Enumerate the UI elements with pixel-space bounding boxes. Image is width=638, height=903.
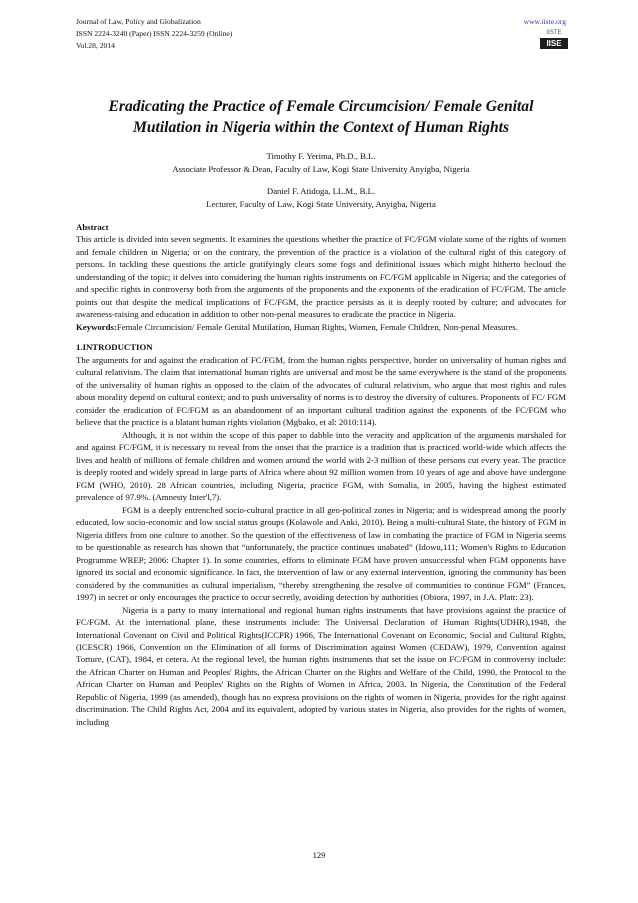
- page-number: 129: [312, 850, 326, 860]
- keywords-label: Keywords:: [76, 321, 117, 332]
- author-block-2: [76, 185, 566, 210]
- paper-body: [76, 221, 566, 728]
- author-affiliation: Associate Professor & Dean, Faculty of Law, Kogi State University Anyigba, Nigeria: [172, 163, 470, 174]
- title-line-1: Eradicating the Practice of Female Circumcision/ Female Genital: [108, 98, 534, 115]
- logo-text: IISE: [540, 38, 568, 49]
- abstract-text: This article is divided into seven segments. It examines the questions whether the practice of FC/FGM violate some of the rights of women and female children in Nigeria; or on the contrary, the prevention of the practice is a violation of the cultural right of this category of persons. In tackling these questions the article gratifyingly clears some fogs and definitional issues which might hitherto becloud the understanding of the topic; it delves into considering the human rights instruments on FC/FGM applicable in Nigeria; and the categories of and specific rights in controversy both from the arguments of the proponents and the exponents of the eradication of FC/FGM. The article points out that despite the medical implications of FC/FGM, the practice persists as it is deeply rooted by culture; and advocates for awareness-raising and education in addition to other non-penal measures to eradicate the practice in Nigeria.: [76, 234, 566, 320]
- running-header: [76, 16, 566, 53]
- body-paragraph: Nigeria is a party to many international and regional human rights instruments that have provisions against the practice of FC/FGM. At the international plane, these instruments include: The Universal Declaration of Human Rights(UDHR),1948, the International Covenant on Civil and Political Rights(ICCPR) 1966, The International Covenant on Economic, Social and Cultural Rights,(ICESCR) 1966, Convention on the Elimination of all forms of Discrimination against Women (CEDAW), 1979, Convention against Torture, (CAT), 1984, et cetera. At the regional level, the human rights instruments that set the issue on FC/FGM in controversy include: the African Charter on Human and Peoples' Rights, the African Charter on the Rights and Welfare of the Child, 1990, the Protocol to the African Charter on Human and Peoples' Rights on the Rights of Women in Africa, 2003. In Nigeria, the Constitution of the Federal Republic of Nigeria, 1999 (as amended), though has no express provisions on the rights of women in Nigeria, provides for the right against discrimination. The Child Rights Act, 2004 and its equivalent, adopted by various states in Nigeria, also provides for the rights of women, including: [76, 604, 566, 727]
- paper-title: [76, 97, 566, 138]
- keywords-text: Female Circumcision/ Female Genital Mutilation, Human Rights, Women, Female Children, Non-penal Measures.: [116, 321, 518, 332]
- author-block-1: [76, 150, 566, 175]
- author-affiliation: Lecturer, Faculty of Law, Kogi State University, Anyigba, Nigeria: [206, 198, 436, 209]
- body-paragraph: FGM is a deeply entrenched socio-cultural practice in all geo-political zones in Nigeria; and is widespread among the poorly educated, low socio-economic and low social status groups (Kolawole and Anki, 2010). Being a multi-cultural State, the history of FGM in Nigeria differs from one culture to another. So the question of the effectiveness of law in combating the practice of FGM in Nigeria seems to be questionable as research has shown that “unfortunately, the practice continues unabated” (Idowu,111; Women's Rights to Education Programme WREP; 2006: Chapter 1). In some countries, efforts to eliminate FGM have proven unsuccessful when FGM opponents have ignored its social and economic significance. In fact, the intervention of law or any external intervention, ignoring the community has been considered by the communities as cultural imperialism, “thereby strengthening the resolve of communities to continue FGM” (Frances, 1997) in secret or only encourages the practice to occur secretly, avoiding detection by authorities (Obiora, 1997, in J.A. Platt: 23).: [76, 504, 566, 603]
- journal-url-link[interactable]: www.iiste.org: [523, 17, 566, 26]
- journal-name: Journal of Law, Policy and Globalization: [76, 17, 201, 26]
- section-heading-introduction: 1.INTRODUCTION: [76, 342, 153, 353]
- volume-line: Vol.28, 2014: [76, 41, 115, 51]
- abstract-heading: Abstract: [76, 222, 109, 232]
- issn-line: ISSN 2224-3240 (Paper) ISSN 2224-3259 (Online): [76, 29, 233, 39]
- logo-top-text: IISTE: [546, 30, 562, 36]
- author-name: Timothy F. Yerima, Ph.D., B.L.: [266, 151, 376, 161]
- body-paragraph: The arguments for and against the eradication of FC/FGM, from the human rights perspective, border on universality of human rights and cultural relativism. The claim that international human rights are universal and most be the same everywhere is the stand of the proponents of the universality of human rights as opposed to the claim of the advocates of cultural relativism, who argue that most rights and rules about morality depend on cultural context; and to push universality of norms is to destroy the diversity of cultures. Proponents of FC/ FGM consider the eradication of FC/FGM as an abandonment of an important cultural tradition against the exponents of the FC/FGM who believe that the practice is a blatant human rights violation (Mgbako, et al: 2010:114).: [76, 354, 566, 428]
- keywords: [76, 321, 566, 333]
- body-paragraph: Although, it is not within the scope of this paper to dabble into the veracity and application of the arguments marshaled for and against FC/FGM, it is necessary to reveal from the onset that the practice is a tradition that is practiced world-wide which affects the lives and health of millions of female children and women around the world with 2-3 million of these persons cut every year. The practice is deeply rooted and widely spread in large parts of Africa where about 92 million women from 10 years of age and above have undergone FGM (WHO, 2010). 28 African countries, including Nigeria, practice FGM, with Somalia, in 2005, having the highest estimated prevalence of 97.9%. (Amnesty Inter'l,7).: [76, 429, 566, 503]
- author-name: Daniel F. Atidoga, LL.M., B.L.: [266, 186, 376, 196]
- iiste-logo: [540, 30, 568, 50]
- title-line-2: Mutilation in Nigeria within the Context of Human Rights: [132, 118, 510, 136]
